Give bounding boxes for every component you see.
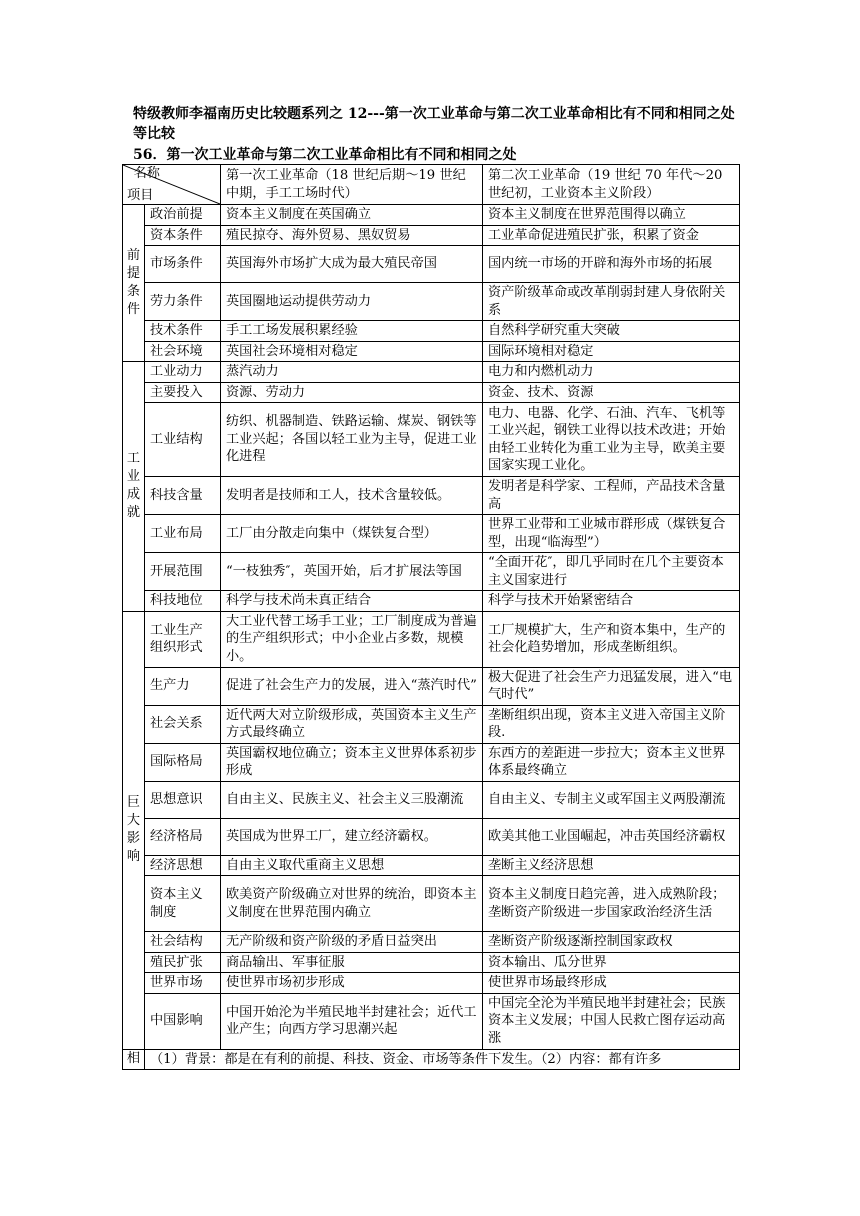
first-revolution-cell: 发明者是技师和工人，技术含量较低。: [221, 477, 483, 515]
first-revolution-cell: 殖民掠夺、海外贸易、黑奴贸易: [221, 225, 483, 246]
category-prerequisites-cell: [123, 205, 145, 362]
second-revolution-cell: 资本主义制度日趋完善，进入成熟阶段；垄断资产阶级进一步国家政治经济生活: [483, 876, 740, 932]
second-revolution-cell: 科学与技术开始紧密结合: [483, 591, 740, 612]
second-revolution-cell: 使世界市场最终形成: [483, 973, 740, 994]
header-item-label: 项目: [127, 187, 154, 203]
category-impact-cell: [123, 611, 145, 1049]
table-row: [123, 403, 740, 477]
first-revolution-cell: 英国海外市场扩大成为最大殖民帝国: [221, 246, 483, 283]
item-cell: 工业布局: [145, 515, 221, 553]
item-cell: 技术条件: [145, 321, 221, 342]
table-row: [123, 205, 740, 226]
second-revolution-cell: 工业革命促进殖民扩张，积累了资金: [483, 225, 740, 246]
second-revolution-cell: “全面开花″，即几乎同时在几个主要资本主义国家进行: [483, 553, 740, 591]
item-cell: 科技地位: [145, 591, 221, 612]
second-revolution-cell: 世界工业带和工业城市群形成（煤铁复合型，出现“临海型”）: [483, 515, 740, 553]
item-cell: 中国影响: [145, 993, 221, 1049]
second-revolution-cell: 欧美其他工业国崛起，冲击英国经济霸权: [483, 818, 740, 855]
table-row: [123, 225, 740, 246]
category-similarities-cell: [123, 1049, 145, 1070]
table-row: [123, 781, 740, 818]
table-row: [123, 611, 740, 667]
second-revolution-cell: 资产阶级革命或改革削弱封建人身依附关系: [483, 283, 740, 321]
item-cell: 劳力条件: [145, 283, 221, 321]
second-revolution-cell: 电力和内燃机动力: [483, 362, 740, 383]
item-cell: 工业结构: [145, 403, 221, 477]
second-revolution-cell: 自然科学研究重大突破: [483, 321, 740, 342]
table-row: [123, 553, 740, 591]
table-row: [123, 477, 740, 515]
first-revolution-cell: 英国圈地运动提供劳动力: [221, 283, 483, 321]
table-row: [123, 952, 740, 973]
item-cell: 殖民扩张: [145, 952, 221, 973]
table-row: [123, 283, 740, 321]
second-revolution-cell: 垄断组织出现，资本主义进入帝国主义阶段.: [483, 705, 740, 743]
category-similarities-label: 相: [126, 1051, 141, 1067]
header-name-label: 名称: [133, 166, 160, 181]
second-revolution-cell: 中国完全沦为半殖民地半封建社会；民族资本主义发展；中国人民救亡图存运动高涨: [483, 993, 740, 1049]
first-revolution-cell: 自由主义取代重商主义思想: [221, 855, 483, 876]
document-subtitle: 56．第一次工业革命与第二次工业革命相比有不同和相同之处: [133, 147, 517, 163]
first-revolution-cell: 科学与技术尚未真正结合: [221, 591, 483, 612]
table-row: [123, 667, 740, 705]
table-row: [123, 993, 740, 1049]
first-revolution-cell: 近代两大对立阶级形成，英国资本主义生产方式最终确立: [221, 705, 483, 743]
category-prerequisites-label: 前提条件: [126, 248, 141, 317]
table-row: [123, 321, 740, 342]
item-cell: 社会环境: [145, 341, 221, 362]
table-row: [123, 341, 740, 362]
first-revolution-cell: 蒸汽动力: [221, 362, 483, 383]
table-row: [123, 382, 740, 403]
second-revolution-cell: 东西方的差距进一步拉大；资本主义世界体系最终确立: [483, 743, 740, 781]
first-revolution-cell: 商品输出、军事征服: [221, 952, 483, 973]
second-revolution-cell: 发明者是科学家、工程师，产品技术含量高: [483, 477, 740, 515]
first-revolution-cell: “一枝独秀″，英国开始，后才扩展法等国: [221, 553, 483, 591]
item-cell: 工业生产组织形式: [145, 611, 221, 667]
item-cell: 资本条件: [145, 225, 221, 246]
second-revolution-cell: 垄断主义经济思想: [483, 855, 740, 876]
item-cell: 社会关系: [145, 705, 221, 743]
table-row: [123, 876, 740, 932]
table-row: [123, 818, 740, 855]
first-revolution-cell: 大工业代替工场手工业；工厂制度成为普遍的生产组织形式；中小企业占多数，规模小。: [221, 611, 483, 667]
first-revolution-cell: 英国霸权地位确立；资本主义世界体系初步形成: [221, 743, 483, 781]
header-second-revolution: 第二次工业革命（19 世纪 70 年代～20 世纪初，工业资本主义阶段）: [483, 165, 740, 205]
table-row: [123, 591, 740, 612]
header-corner-cell: [123, 165, 221, 205]
item-cell: 资本主义制度: [145, 876, 221, 932]
second-revolution-cell: 电力、电器、化学、石油、汽车、飞机等工业兴起，钢铁工业得以技术改进；开始由轻工业转化为重工业为主导，欧美主要国家实现工业化。: [483, 403, 740, 477]
item-cell: 工业动力: [145, 362, 221, 383]
first-revolution-cell: 资源、劳动力: [221, 382, 483, 403]
first-revolution-cell: 使世界市场初步形成: [221, 973, 483, 994]
first-revolution-cell: 无产阶级和资产阶级的矛盾日益突出: [221, 932, 483, 953]
table-row: [123, 705, 740, 743]
table-row: [123, 246, 740, 283]
item-cell: 政治前提: [145, 205, 221, 226]
header-first-revolution: 第一次工业革命（18 世纪后期～19 世纪中期，手工工场时代）: [221, 165, 483, 205]
table-row: [123, 743, 740, 781]
similarities-text: （1）背景：都是在有利的前提、科技、资金、市场等条件下发生。（2）内容：都有许多: [145, 1049, 740, 1070]
second-revolution-cell: 资金、技术、资源: [483, 382, 740, 403]
item-cell: 思想意识: [145, 781, 221, 818]
category-achievements-label: 工业成就: [126, 451, 141, 521]
first-revolution-cell: 资本主义制度在英国确立: [221, 205, 483, 226]
second-revolution-cell: 垄断资产阶级逐渐控制国家政权: [483, 932, 740, 953]
item-cell: 市场条件: [145, 246, 221, 283]
comparison-table: [122, 164, 740, 1070]
category-achievements-cell: [123, 362, 145, 612]
item-cell: 社会结构: [145, 932, 221, 953]
similarities-row: [123, 1049, 740, 1070]
item-cell: 国际格局: [145, 743, 221, 781]
first-revolution-cell: 手工工场发展积累经验: [221, 321, 483, 342]
item-cell: 经济格局: [145, 818, 221, 855]
second-revolution-cell: 极大促进了社会生产力迅猛发展，进入“电气时代”: [483, 667, 740, 705]
item-cell: 经济思想: [145, 855, 221, 876]
second-revolution-cell: 自由主义、专制主义或军国主义两股潮流: [483, 781, 740, 818]
table-row: [123, 362, 740, 383]
table-row: [123, 932, 740, 953]
document-title: 特级教师李福南历史比较题系列之 12---第一次工业革命与第二次工业革命相比有不同和相同之处等比较: [133, 106, 735, 142]
first-revolution-cell: 欧美资产阶级确立对世界的统治，即资本主义制度在世界范围内确立: [221, 876, 483, 932]
table-row: [123, 515, 740, 553]
second-revolution-cell: 国内统一市场的开辟和海外市场的拓展: [483, 246, 740, 283]
first-revolution-cell: 英国社会环境相对稳定: [221, 341, 483, 362]
second-revolution-cell: 资本输出、瓜分世界: [483, 952, 740, 973]
first-revolution-cell: 促进了社会生产力的发展，进入“蒸汽时代”: [221, 667, 483, 705]
first-revolution-cell: 自由主义、民族主义、社会主义三股潮流: [221, 781, 483, 818]
header-row: [123, 165, 740, 205]
first-revolution-cell: 中国开始沦为半殖民地半封建社会；近代工业产生；向西方学习思潮兴起: [221, 993, 483, 1049]
item-cell: 开展范围: [145, 553, 221, 591]
table-row: [123, 973, 740, 994]
item-cell: 科技含量: [145, 477, 221, 515]
first-revolution-cell: 工厂由分散走向集中（煤铁复合型）: [221, 515, 483, 553]
category-impact-label: 巨大影响: [126, 795, 141, 864]
second-revolution-cell: 资本主义制度在世界范围得以确立: [483, 205, 740, 226]
first-revolution-cell: 纺织、机器制造、铁路运输、煤炭、钢铁等工业兴起；各国以轻工业为主导，促进工业化进程: [221, 403, 483, 477]
second-revolution-cell: 国际环境相对稳定: [483, 341, 740, 362]
first-revolution-cell: 英国成为世界工厂，建立经济霸权。: [221, 818, 483, 855]
item-cell: 主要投入: [145, 382, 221, 403]
item-cell: 世界市场: [145, 973, 221, 994]
table-row: [123, 855, 740, 876]
item-cell: 生产力: [145, 667, 221, 705]
second-revolution-cell: 工厂规模扩大，生产和资本集中，生产的社会化趋势增加，形成垄断组织。: [483, 611, 740, 667]
